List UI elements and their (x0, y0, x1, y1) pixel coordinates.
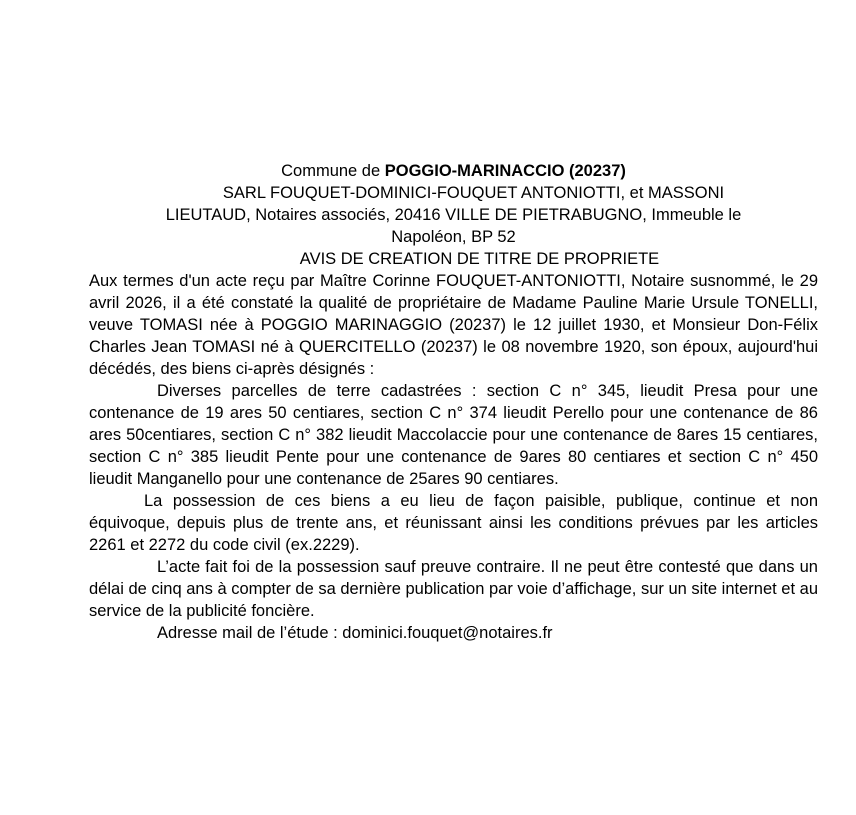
commune-heading (89, 160, 818, 182)
paragraph-parcels: Diverses parcelles de terre cadastrées : section C n° 345, lieudit Presa pour une contenance de 19 ares 50 centiares, section C n° 374 lieudit Perello pour une contenance de 86 ares 50centiares, section C n° 382 lieudit Maccolaccie pour une contenance de 8ares 15 centiares, section C n° 385 lieudit Pente pour une contenance de 9ares 80 centiares et section C n° 450 lieudit Manganello pour une contenance de 25ares 90 centiares. (89, 382, 818, 488)
paragraph-possession: La possession de ces biens a eu lieu de façon paisible, publique, continue et non équivoque, depuis plus de trente ans, et réunissant ainsi les conditions prévues par les articles 2261 et 2272 du code civil (ex.2229). (89, 492, 818, 554)
commune-name: POGGIO-MARINACCIO (20237) (384, 162, 626, 180)
notaries-line-3: Napoléon, BP 52 (391, 228, 516, 246)
notaries-line-1: SARL FOUQUET-DOMINICI-FOUQUET ANTONIOTTI, et MASSONI (222, 184, 725, 202)
office-email-line: Adresse mail de l’étude : dominici.fouquet@notaires.fr (157, 624, 553, 642)
notaries-line-2: LIEUTAUD, Notaires associés, 20416 VILLE DE PIETRABUGNO, Immeuble le (165, 206, 742, 224)
commune-prefix: Commune de (281, 162, 385, 180)
legal-notice-document (89, 160, 818, 644)
paragraph-deed: Aux termes d'un acte reçu par Maître Corinne FOUQUET-ANTONIOTTI, Notaire susnommé, le 29 avril 2026, il a été constaté la qualité de propriétaire de Madame Pauline Marie Ursule TONELLI, veuve TOMASI née à POGGIO MARINAGGIO (20237) le 12 juillet 1930, et Monsieur Don-Félix Charles Jean TOMASI né à QUERCITELLO (20237) le 08 novembre 1920, son époux, aujourd'hui décédés, des biens ci-après désignés : (89, 272, 818, 378)
notice-title: AVIS DE CREATION DE TITRE DE PROPRIETE (299, 250, 660, 268)
paragraph-contestation: L’acte fait foi de la possession sauf preuve contraire. Il ne peut être contesté que dans un délai de cinq ans à compter de sa dernière publication par voie d’affichage, sur un site internet et au service de la publicité foncière. (89, 558, 818, 620)
